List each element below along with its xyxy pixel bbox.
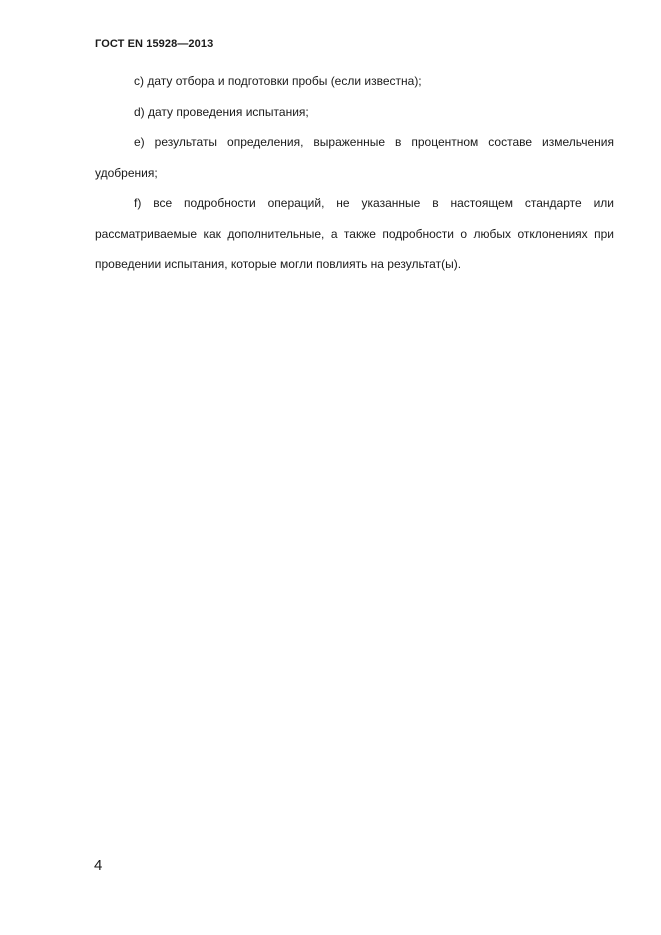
document-body — [95, 66, 614, 280]
document-header: ГОСТ EN 15928—2013 — [95, 38, 214, 50]
list-item-c: с) дату отбора и подготовки пробы (если известна); — [134, 74, 422, 88]
list-item-d: d) дату проведения испытания; — [134, 104, 309, 119]
page-number: 4 — [94, 857, 103, 874]
list-item-e: е) результаты определения, выраженные в процентном составе измельчения удобрения; — [95, 135, 614, 180]
list-item-f: f) все подробности операций, не указанные в настоящем стандарте или рассматриваемые как дополнительные, а также подробности о любых отклонениях при проведении испытания, которые могли повлиять на результат(ы). — [95, 196, 614, 271]
